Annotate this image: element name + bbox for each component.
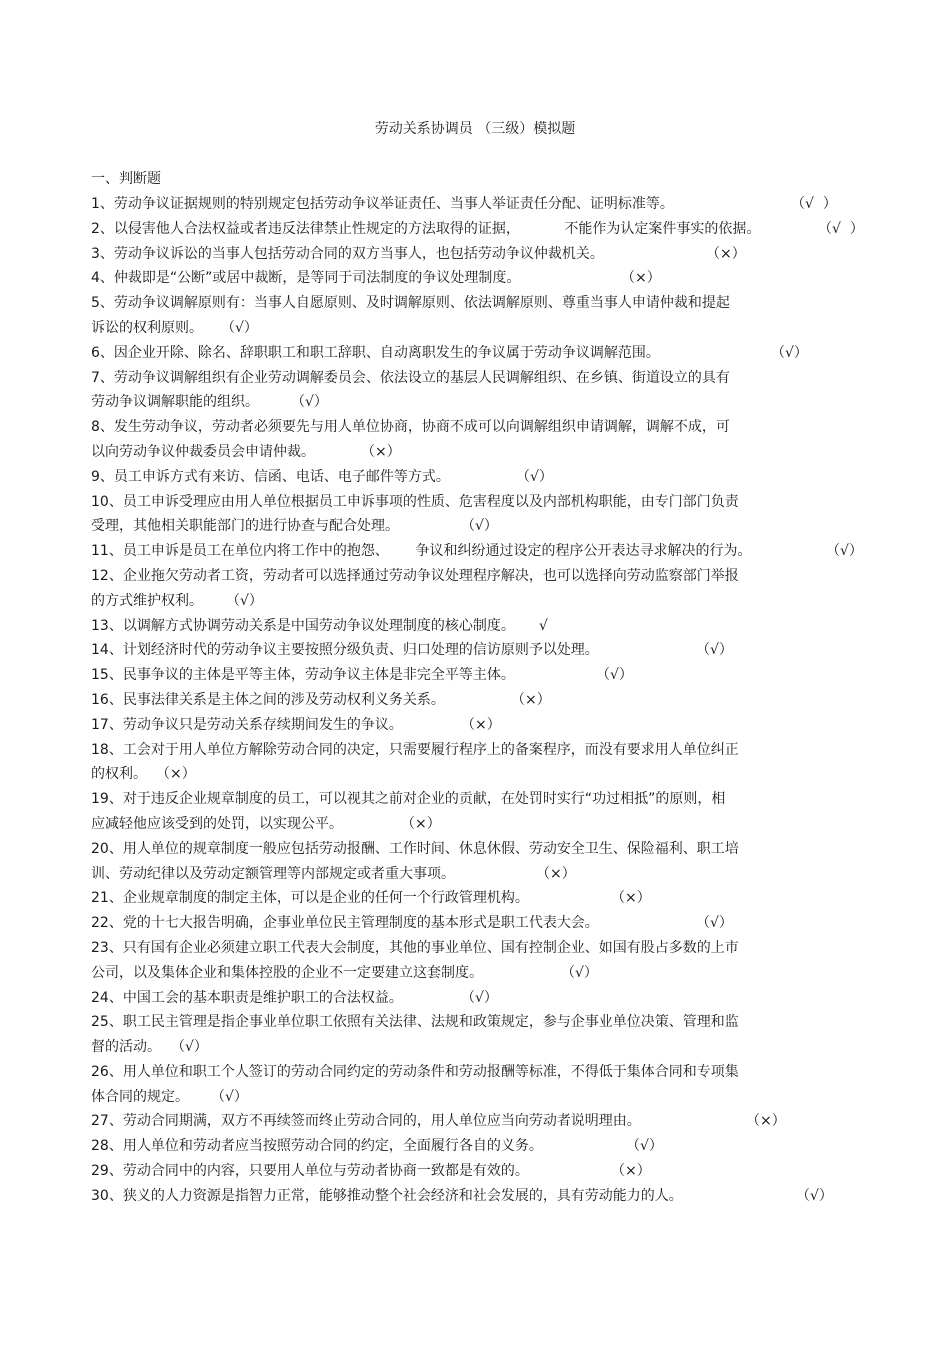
- question-text: 19、对于违反企业规章制度的员工，可以视其之前对企业的贡献，在处罚时实行“功过相抵”的原则，相: [91, 791, 726, 808]
- question-item: [91, 1109, 881, 1134]
- question-text-continued: 以向劳动争议仲裁委员会申请仲裁。 （×）: [91, 440, 881, 465]
- question-text: 8、发生劳动争议，劳动者必须要先与用人单位协商，协商不成可以向调解组织申请调解，调解不成，可: [91, 419, 730, 436]
- question-item: [91, 614, 881, 639]
- question-text: 13、以调解方式协调劳动关系是中国劳动争议处理制度的核心制度。 √: [91, 614, 881, 639]
- question-item: [91, 1134, 881, 1159]
- question-text: 15、民事争议的主体是平等主体，劳动争议主体是非完全平等主体。 （√）: [91, 663, 881, 688]
- question-item: [91, 688, 881, 713]
- question-text-continued: 劳动争议调解职能的组织。 （√）: [91, 390, 881, 415]
- question-text-continued: 受理，其他相关职能部门的进行协查与配合处理。 （√）: [91, 514, 881, 539]
- page-title: 劳动关系协调员 （三级）模拟题: [374, 121, 576, 137]
- question-text-continued: 公司，以及集体企业和集体控股的企业不一定要建立这套制度。 （√）: [91, 961, 881, 986]
- answer-mark: （√）: [826, 543, 863, 560]
- answer-mark: （√）: [796, 1187, 833, 1204]
- answer-mark: （√）: [696, 915, 733, 932]
- answer-mark: （×）: [706, 245, 746, 262]
- question-item: [91, 242, 881, 267]
- answer-mark: （×）: [536, 865, 576, 882]
- answer-mark: （×）: [511, 691, 551, 708]
- question-item: [91, 837, 881, 887]
- answer-mark: （√）: [291, 394, 328, 411]
- answer-mark: （√ ）: [791, 196, 837, 212]
- answer-mark: （√）: [561, 964, 598, 981]
- question-text: 14、计划经济时代的劳动争议主要按照分级负责、归口处理的信访原则予以处理。 （√）: [91, 638, 881, 663]
- question-text: 26、用人单位和职工个人签订的劳动合同约定的劳动条件和劳动报酬等标准，不得低于集体合同和专项集: [91, 1063, 739, 1080]
- question-item: [91, 1060, 881, 1110]
- question-item: [91, 192, 881, 217]
- question-text: 24、中国工会的基本职责是维护职工的合法权益。 （√）: [91, 986, 881, 1011]
- question-item: [91, 291, 881, 341]
- answer-mark: （√ ）: [818, 220, 864, 237]
- answer-mark: （×）: [401, 815, 441, 832]
- question-item: [91, 366, 881, 416]
- question-item: [91, 886, 881, 911]
- answer-mark: （√）: [461, 518, 498, 535]
- question-text-continued: 应减轻他应该受到的处罚，以实现公平。 （×）: [91, 812, 881, 837]
- question-item: [91, 911, 881, 936]
- question-list: [91, 192, 881, 1209]
- question-text: 20、用人单位的规章制度一般应包括劳动报酬、工作时间、休息休假、劳动安全卫生、保险福利、职工培: [91, 840, 739, 857]
- question-text: 18、工会对于用人单位方解除劳动合同的决定，只需要履行程序上的备案程序，而没有要求用人单位纠正: [91, 741, 739, 758]
- answer-mark: （√）: [226, 592, 263, 609]
- answer-mark: （√）: [696, 642, 733, 659]
- question-item: [91, 986, 881, 1011]
- question-text: 30、狭义的人力资源是指智力正常，能够推动整个社会经济和社会发展的，具有劳动能力的人。 （√）: [91, 1184, 881, 1209]
- question-text: 7、劳动争议调解组织有企业劳动调解委员会、依法设立的基层人民调解组织、在乡镇、街道设立的具有: [91, 369, 730, 386]
- question-text-continued: 督的活动。 （√）: [91, 1035, 881, 1060]
- answer-mark: （√）: [221, 319, 258, 336]
- question-item: [91, 1159, 881, 1184]
- answer-mark: （√）: [626, 1138, 663, 1155]
- question-text-continued: 的方式维护权利。 （√）: [91, 589, 881, 614]
- question-text: 22、党的十七大报告明确，企事业单位民主管理制度的基本形式是职工代表大会。 （√）: [91, 911, 881, 936]
- question-text: 21、企业规章制度的制定主体，可以是企业的任何一个行政管理机构。 （×）: [91, 886, 881, 911]
- question-text: 29、劳动合同中的内容，只要用人单位与劳动者协商一致都是有效的。 （×）: [91, 1159, 881, 1184]
- question-text: 27、劳动合同期满，双方不再续签而终止劳动合同的，用人单位应当向劳动者说明理由。 （×）: [91, 1109, 881, 1134]
- question-item: [91, 663, 881, 688]
- question-text-continued: 诉讼的权利原则。 （√）: [91, 316, 881, 341]
- answer-mark: （×）: [746, 1113, 786, 1130]
- question-item: [91, 1184, 881, 1209]
- question-text-continued: 训、劳动纪律以及劳动定额管理等内部规定或者重大事项。 （×）: [91, 862, 881, 887]
- question-text: 3、劳动争议诉讼的当事人包括劳动合同的双方当事人，也包括劳动争议仲裁机关。 （×）: [91, 242, 881, 267]
- answer-mark: （√）: [596, 667, 633, 684]
- question-item: [91, 539, 881, 564]
- answer-mark: （√）: [171, 1039, 208, 1056]
- question-item: [91, 1010, 881, 1060]
- question-text: 16、民事法律关系是主体之间的涉及劳动权利义务关系。 （×）: [91, 688, 881, 713]
- answer-mark: （×）: [611, 1163, 651, 1180]
- answer-mark: （√）: [771, 344, 808, 361]
- question-item: [91, 738, 881, 788]
- question-text: 28、用人单位和劳动者应当按照劳动合同的约定，全面履行各自的义务。 （√）: [91, 1134, 881, 1159]
- answer-mark: （×）: [461, 716, 501, 733]
- question-text: 12、企业拖欠劳动者工资，劳动者可以选择通过劳动争议处理程序解决，也可以选择向劳动监察部门举报: [91, 567, 739, 584]
- answer-mark: （×）: [361, 443, 401, 460]
- question-text: 2、以侵害他人合法权益或者违反法律禁止性规定的方法取得的证据， 不能作为认定案件事实的依据。 （√ ）: [91, 217, 881, 242]
- question-item: [91, 341, 881, 366]
- section-heading: 一、判断题: [91, 171, 161, 187]
- question-item: [91, 217, 881, 242]
- question-text: 6、因企业开除、除名、辞职职工和职工辞职、自动离职发生的争议属于劳动争议调解范围。 （√）: [91, 341, 881, 366]
- question-item: [91, 266, 881, 291]
- question-item: [91, 713, 881, 738]
- question-text: 23、只有国有企业必须建立职工代表大会制度，其他的事业单位、国有控制企业、如国有股占多数的上市: [91, 939, 739, 956]
- answer-mark: （×）: [611, 890, 651, 907]
- question-item: [91, 465, 881, 490]
- question-item: [91, 638, 881, 663]
- question-text: 11、员工申诉是员工在单位内将工作中的抱怨、 争议和纠纷通过设定的程序公开表达寻求解决的行为。 （√）: [91, 539, 881, 564]
- question-item: [91, 936, 881, 986]
- answer-mark: （×）: [156, 766, 196, 783]
- question-text-continued: 的权利。 （×）: [91, 762, 881, 787]
- question-text: 1、劳动争议证据规则的特别规定包括劳动争议举证责任、当事人举证责任分配、证明标准等。 （√ ）: [91, 192, 881, 217]
- question-text: 4、仲裁即是“公断”或居中裁断，是等同于司法制度的争议处理制度。 （×）: [91, 266, 881, 291]
- answer-mark: （×）: [621, 270, 661, 287]
- question-text-continued: 体合同的规定。 （√）: [91, 1085, 881, 1110]
- question-item: [91, 787, 881, 837]
- question-text: 9、员工申诉方式有来访、信函、电话、电子邮件等方式。 （√）: [91, 465, 881, 490]
- question-item: [91, 415, 881, 465]
- answer-mark: √: [539, 617, 548, 634]
- question-item: [91, 490, 881, 540]
- question-text: 17、劳动争议只是劳动关系存续期间发生的争议。 （×）: [91, 713, 881, 738]
- answer-mark: （√）: [211, 1088, 248, 1105]
- question-text: 10、员工申诉受理应由用人单位根据员工申诉事项的性质、危害程度以及内部机构职能，由专门部门负责: [91, 493, 739, 510]
- question-item: [91, 564, 881, 614]
- answer-mark: （√）: [461, 989, 498, 1006]
- question-text: 25、职工民主管理是指企事业单位职工依照有关法律、法规和政策规定，参与企事业单位决策、管理和监: [91, 1014, 739, 1031]
- answer-mark: （√）: [516, 468, 553, 485]
- question-text: 5、劳动争议调解原则有：当事人自愿原则、及时调解原则、依法调解原则、尊重当事人申请仲裁和提起: [91, 295, 730, 312]
